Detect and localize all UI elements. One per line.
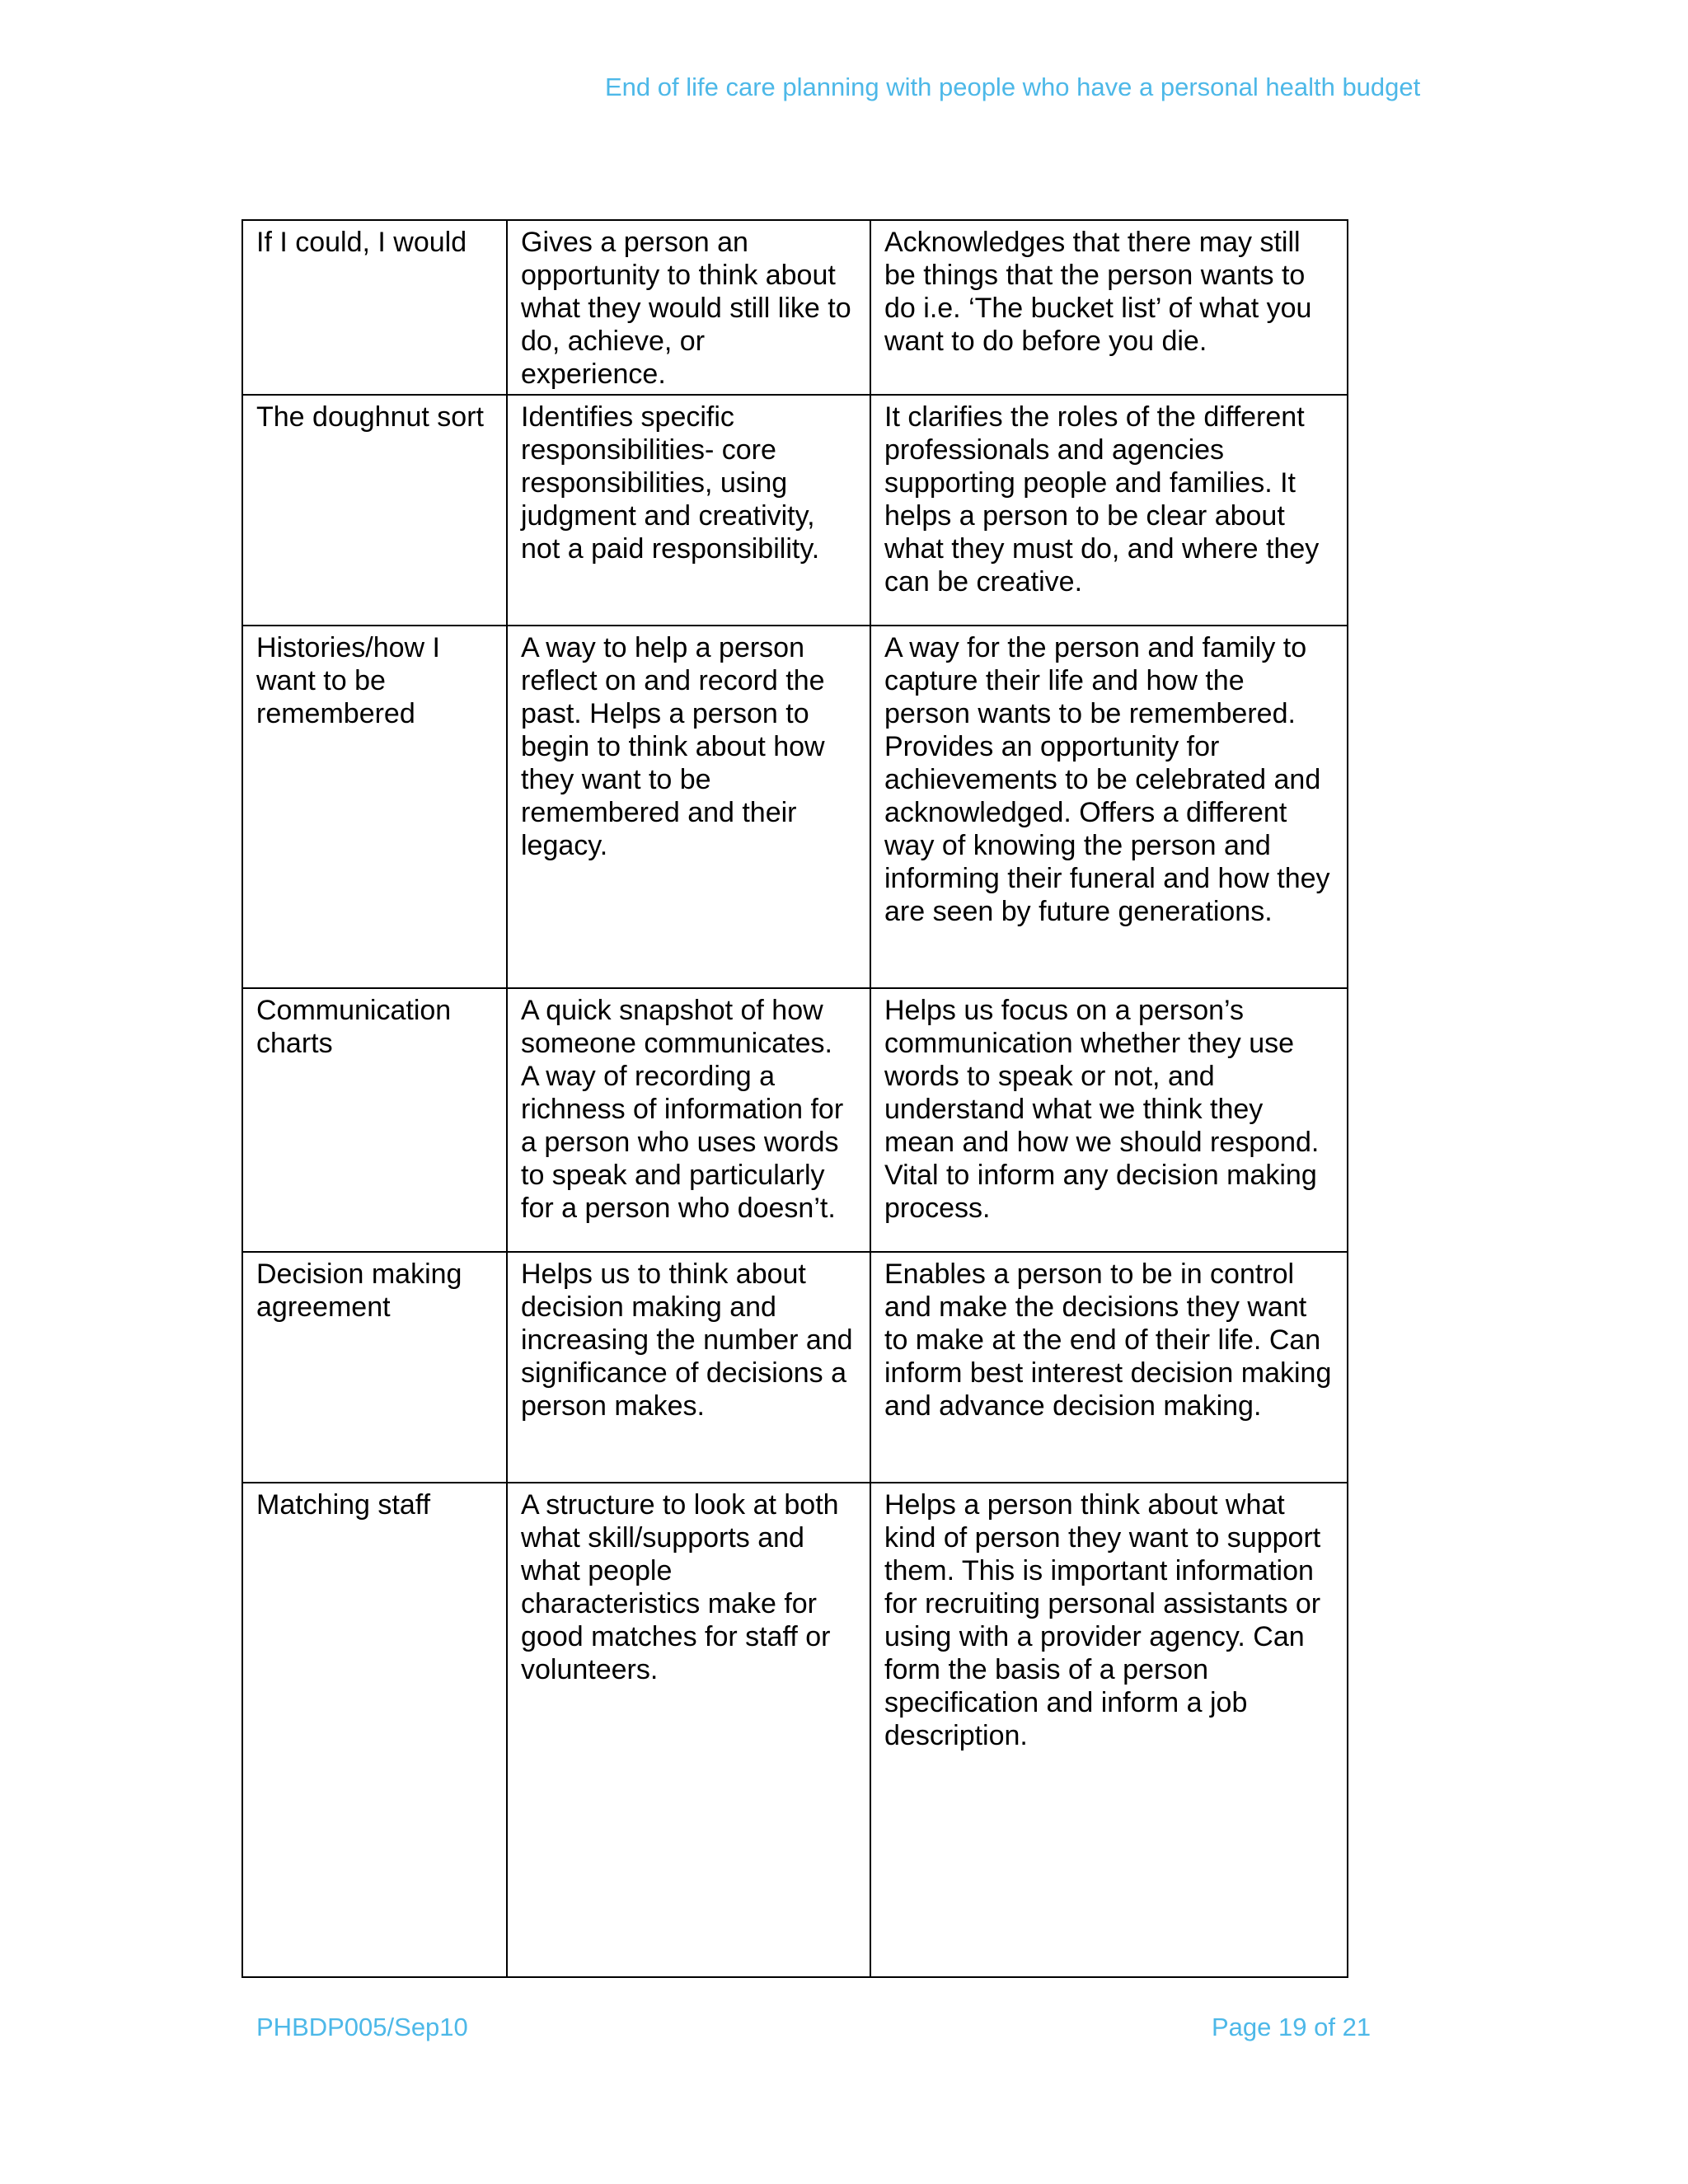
tools-table [241, 219, 1348, 1978]
table-row [242, 395, 1348, 626]
tool-name-cell: Decision making agreement [242, 1252, 507, 1483]
table-row [242, 1483, 1348, 1977]
tool-description-cell: A way to help a person reflect on and record the past. Helps a person to begin to think about how they want to be remembered and their legacy. [507, 626, 870, 988]
tool-purpose-cell: Helps a person think about what kind of person they want to support them. This is important information for recruiting personal assistants or using with a provider agency. Can form the basis of a person specification and inform a job description. [870, 1483, 1348, 1977]
tool-purpose-cell: Acknowledges that there may still be things that the person wants to do i.e. ‘The bucket list’ of what you want to do before you die. [870, 220, 1348, 395]
tool-description-cell: Gives a person an opportunity to think about what they would still like to do, achieve, or experience. [507, 220, 870, 395]
tool-description-cell: A quick snapshot of how someone communicates. A way of recording a richness of information for a person who uses words to speak and particularly for a person who doesn’t. [507, 988, 870, 1252]
tool-name-cell: Histories/how I want to be remembered [242, 626, 507, 988]
table-row [242, 988, 1348, 1252]
tool-name-cell: If I could, I would [242, 220, 507, 395]
footer-page-number: Page 19 of 21 [1212, 2013, 1372, 2041]
table-row [242, 626, 1348, 988]
table-row [242, 1252, 1348, 1483]
tool-purpose-cell: It clarifies the roles of the different professionals and agencies supporting people and families. It helps a person to be clear about what they must do, and where they can be creative. [870, 395, 1348, 626]
tool-name-cell: The doughnut sort [242, 395, 507, 626]
tool-purpose-cell: Enables a person to be in control and make the decisions they want to make at the end of their life. Can inform best interest decision making and advance decision making. [870, 1252, 1348, 1483]
tool-description-cell: Helps us to think about decision making and increasing the number and significance of decisions a person makes. [507, 1252, 870, 1483]
tool-description-cell: Identifies specific responsibilities- core responsibilities, using judgment and creativity, not a paid responsibility. [507, 395, 870, 626]
tool-description-cell: A structure to look at both what skill/supports and what people characteristics make for good matches for staff or volunteers. [507, 1483, 870, 1977]
tool-purpose-cell: Helps us focus on a person’s communication whether they use words to speak or not, and understand what we think they mean and how we should respond. Vital to inform any decision making process. [870, 988, 1348, 1252]
tool-name-cell: Communication charts [242, 988, 507, 1252]
tool-name-cell: Matching staff [242, 1483, 507, 1977]
footer-doc-code: PHBDP005/Sep10 [256, 2013, 468, 2041]
tool-purpose-cell: A way for the person and family to capture their life and how the person wants to be remembered. Provides an opportunity for achievements to be celebrated and acknowledged. Offers a different way of knowing the person and informing their funeral and how they are seen by future generations. [870, 626, 1348, 988]
table-row [242, 220, 1348, 395]
running-header: End of life care planning with people who have a personal health budget [605, 73, 1421, 101]
